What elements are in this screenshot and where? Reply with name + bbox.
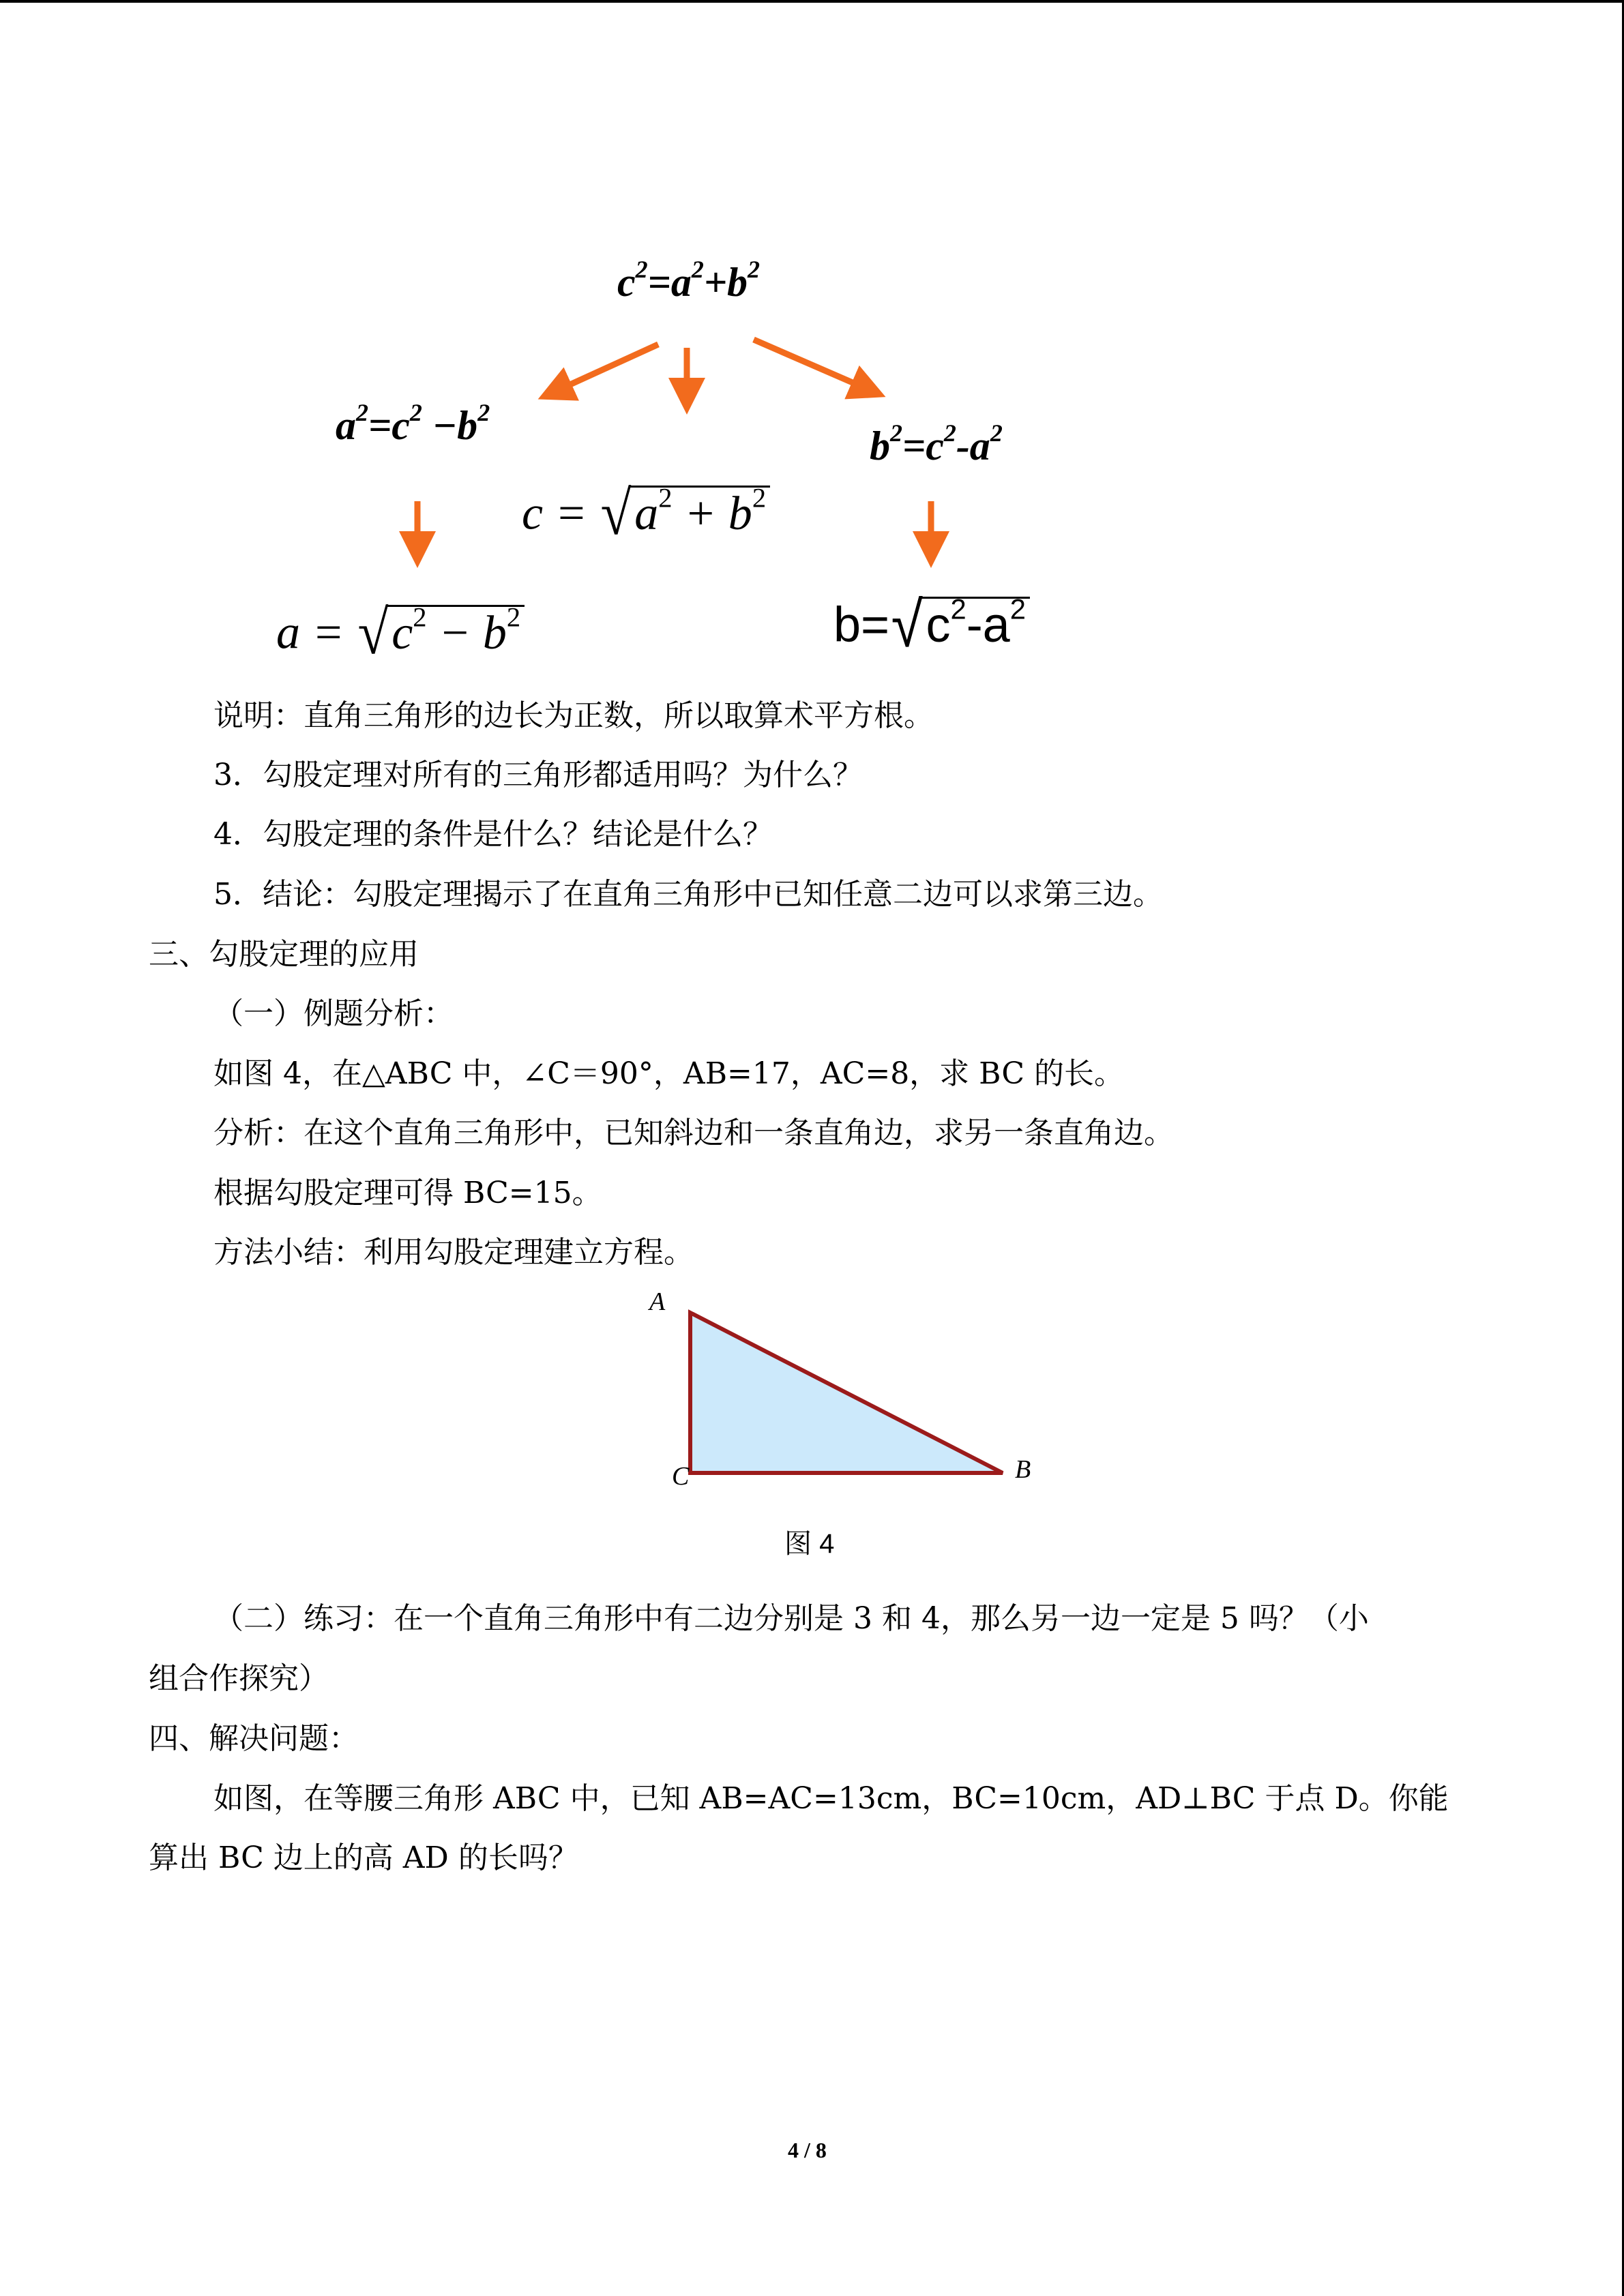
question-3: 3．勾股定理对所有的三角形都适用吗？为什么？: [213, 758, 863, 792]
analysis-text: 分析：在这个直角三角形中，已知斜边和一条直角边，求另一条直角边。: [213, 1116, 1174, 1150]
conclusion-5: 5．结论：勾股定理揭示了在直角三角形中已知任意二边可以求第三边。: [213, 877, 1163, 912]
formula-b-root: $b=√c^2-a^2$: [833, 588, 1030, 661]
formula-a-squared: $a^2=c^2 -b^2$: [336, 399, 490, 448]
practice-text-line-2: 组合作探究）: [149, 1661, 329, 1696]
formula-c-root: $c = √a^2 + b^2$: [522, 477, 770, 549]
problem-text-line-2: 算出 BC 边上的高 AD 的长吗？: [149, 1840, 578, 1875]
section-3-heading: 三、勾股定理的应用: [149, 937, 419, 972]
practice-text-line-1: （二）练习：在一个直角三角形中有二边分别是 3 和 4，那么另一边一定是 5 吗？（小: [213, 1601, 1369, 1636]
triangle-figure: [641, 1287, 1050, 1500]
right-triangle: [641, 1292, 1050, 1497]
vertex-label-b: B: [1015, 1455, 1031, 1484]
method-summary: 方法小结：利用勾股定理建立方程。: [213, 1235, 694, 1270]
question-4: 4．勾股定理的条件是什么？结论是什么？: [213, 817, 773, 852]
vertex-label-a: A: [649, 1287, 666, 1316]
page-number: 4 / 8: [788, 2138, 827, 2162]
subsection-1-heading: （一）例题分析：: [213, 996, 454, 1031]
note-text: 说明：直角三角形的边长为正数，所以取算术平方根。: [213, 698, 934, 733]
formula-pythagoras: $c^2=a^2+b^2$: [617, 256, 761, 305]
arrow-left: [549, 344, 658, 394]
section-4-heading: 四、解决问题：: [149, 1721, 359, 1756]
result-text: 根据勾股定理可得 BC=15。: [213, 1176, 602, 1210]
formula-arrows: [0, 0, 1624, 682]
formula-a-root: $a = √c^2 - b^2$: [276, 597, 525, 668]
arrow-right: [754, 340, 874, 392]
problem-text-line-1: 如图，在等腰三角形 ABC 中，已知 AB=AC=13cm，BC=10cm，AD⊥BC 于点 D。你能: [213, 1781, 1449, 1816]
vertex-label-c: C: [672, 1462, 690, 1491]
formula-b-squared: $b^2=c^2-a^2$: [870, 419, 1003, 468]
example-text: 如图 4，在△ABC 中，∠C＝90°，AB=17，AC=8，求 BC 的长。: [213, 1056, 1124, 1091]
figure-caption: 图 4: [784, 1529, 835, 1559]
